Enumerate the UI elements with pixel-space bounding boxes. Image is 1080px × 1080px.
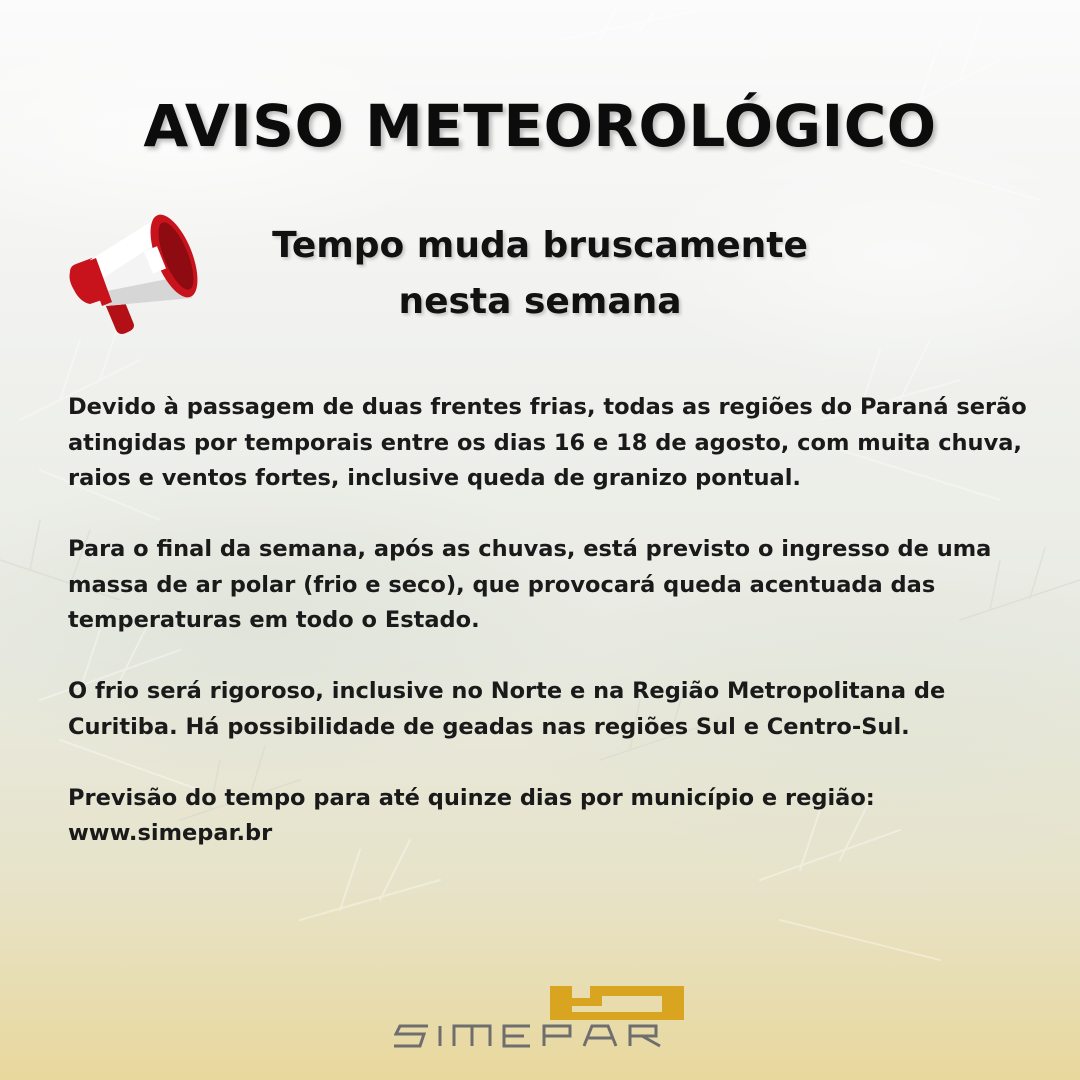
simepar-logo: [394, 986, 688, 1052]
forecast-url[interactable]: www.simepar.br: [68, 820, 273, 846]
paragraph-fronts: Devido à passagem de duas frentes frias, todas as regiões do Paraná serão atingidas por temporais entre os dias 16 e 18 de agosto, com muita chuva, raios e ventos fortes, inclusive queda de granizo pontual.: [68, 394, 1027, 491]
paragraph-frost: O frio será rigoroso, inclusive no Norte e na Região Metropolitana de Curitiba. Há possibilidade de geadas nas regiões Sul e Centro-Sul.: [68, 678, 946, 740]
subtitle-line-2: nesta semana: [398, 281, 682, 322]
page-title: AVISO METEOROLÓGICO: [143, 92, 937, 160]
subtitle-line-1: Tempo muda bruscamente: [272, 225, 808, 266]
subtitle: [200, 218, 880, 330]
paragraph-forecast: [68, 781, 1028, 852]
paragraph-polar-air: Para o final da semana, após as chuvas, está previsto o ingresso de uma massa de ar polar (frio e seco), que provocará queda acentuada das temperaturas em todo o Estado.: [68, 536, 992, 633]
forecast-text: Previsão do tempo para até quinze dias por município e região:: [68, 784, 875, 811]
megaphone-icon: [64, 206, 200, 338]
warning-body: [68, 390, 1028, 852]
